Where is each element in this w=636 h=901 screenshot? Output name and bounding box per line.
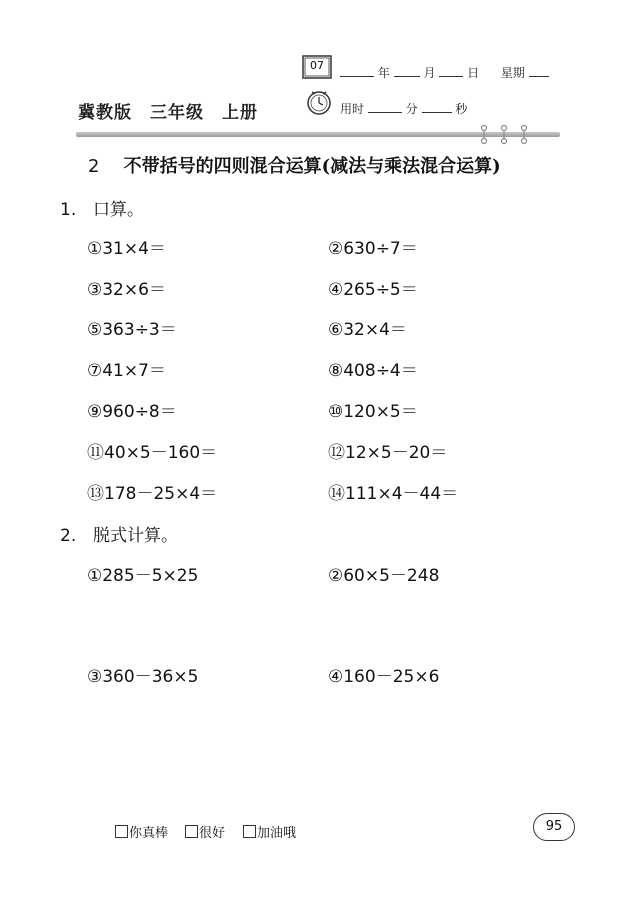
- page-number: 95: [533, 813, 575, 841]
- oral-problem-13: ⑬178－25×4＝: [87, 484, 218, 504]
- stepwise-problem-2: ②60×5－248: [328, 566, 440, 586]
- lesson-title: 不带括号的四则混合运算(减法与乘法混合运算): [123, 156, 501, 177]
- checkbox-icon: [185, 825, 198, 838]
- section-1-number: 1.: [60, 200, 77, 220]
- section-1-title: 口算。: [93, 200, 145, 220]
- time-label: 用时: [340, 102, 365, 116]
- stepwise-problem-1: ①285－5×25: [87, 566, 199, 586]
- rating-excellent[interactable]: 你真棒: [115, 822, 168, 841]
- oral-problem-6: ⑥32×4＝: [328, 320, 407, 340]
- oral-problem-3: ③32×6＝: [87, 280, 166, 300]
- calendar-icon: [302, 55, 332, 79]
- section-2-number: 2.: [60, 526, 77, 546]
- rating-good[interactable]: 很好: [185, 822, 225, 841]
- checkbox-icon: [115, 825, 128, 838]
- weekday-label: 星期: [500, 66, 525, 80]
- oral-problem-14: ⑭111×4－44＝: [328, 484, 459, 504]
- oral-problem-12: ⑫12×5－20＝: [328, 443, 448, 463]
- stepwise-problem-4: ④160－25×6: [328, 667, 440, 687]
- section-2-title: 脱式计算。: [93, 526, 179, 546]
- oral-problem-10: ⑩120×5＝: [328, 402, 418, 422]
- book-series: 冀教版 三年级 上册: [78, 103, 258, 123]
- oral-problem-7: ⑦41×7＝: [87, 361, 166, 381]
- calendar-number: 07: [310, 59, 324, 72]
- oral-problem-4: ④265÷5＝: [328, 280, 418, 300]
- binder-rings-icon: [478, 124, 534, 146]
- oral-problem-1: ①31×4＝: [87, 239, 166, 259]
- lesson-heading: [88, 152, 501, 178]
- time-line: [340, 100, 467, 117]
- minute-label: 分: [405, 102, 418, 116]
- oral-problem-2: ②630÷7＝: [328, 239, 418, 259]
- lesson-number: 2: [88, 156, 100, 177]
- checkbox-icon: [243, 825, 256, 838]
- oral-problem-9: ⑨960÷8＝: [87, 402, 177, 422]
- section-2-heading: [60, 521, 178, 546]
- second-label: 秒: [455, 102, 468, 116]
- stepwise-problem-3: ③360－36×5: [87, 667, 199, 687]
- oral-problem-11: ⑪40×5－160＝: [87, 443, 218, 463]
- oral-problem-8: ⑧408÷4＝: [328, 361, 418, 381]
- date-line: [340, 64, 549, 81]
- clock-icon: [304, 88, 334, 116]
- rating-keep-going[interactable]: 加油哦: [243, 822, 296, 841]
- month-label: 月: [423, 66, 436, 80]
- year-label: 年: [377, 66, 390, 80]
- day-label: 日: [467, 66, 480, 80]
- section-1-heading: [60, 195, 144, 220]
- oral-problem-5: ⑤363÷3＝: [87, 320, 177, 340]
